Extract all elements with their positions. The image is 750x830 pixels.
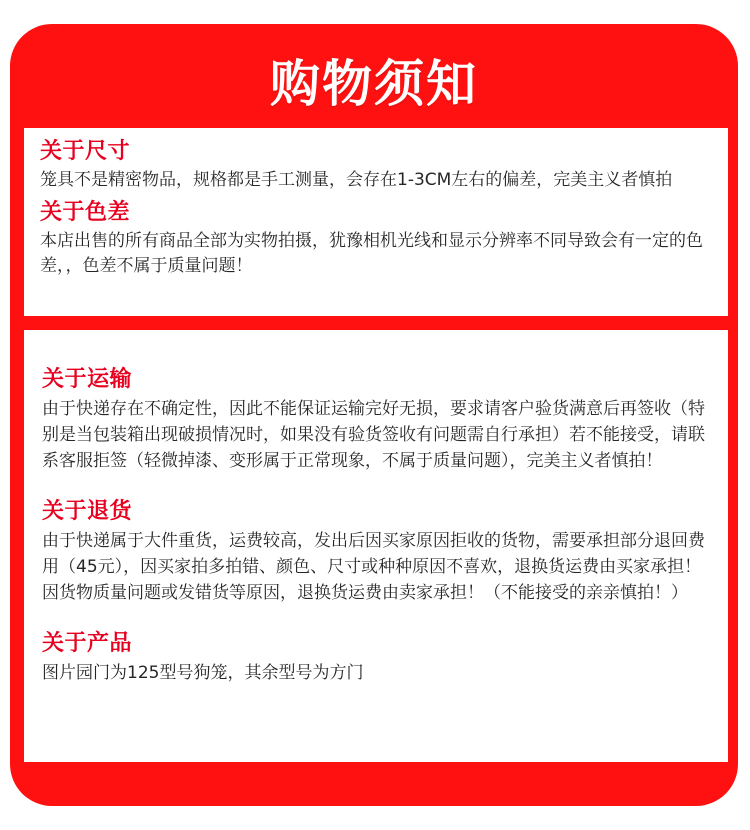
section-body-products: 图片园门为125型号狗笼，其余型号为方门: [42, 663, 364, 683]
section-heading-products: 关于产品: [42, 631, 133, 656]
section-heading-size: 关于尺寸: [40, 139, 131, 164]
shopping-notice-card: [10, 24, 738, 806]
page-title: 购物须知: [270, 55, 478, 113]
section-size: [40, 136, 716, 193]
section-products: [42, 628, 716, 686]
section-color-difference: [40, 197, 716, 279]
section-heading-shipping: 关于运输: [42, 367, 133, 392]
section-heading-returns: 关于退货: [42, 499, 133, 524]
section-body-returns: 由于快递属于大件重货，运费较高，发出后因买家原因拒收的货物，需要承担部分退回费用（45元），因买家拍多拍错、颜色、尺寸或种种原因不喜欢，退换货运费由买家承担！因货物质量问题或发错货等原因，退换货运费由卖家承担！（不能接受的亲亲慎拍！）: [42, 531, 705, 603]
section-shipping: [42, 364, 716, 474]
section-body-shipping: 由于快递存在不确定性，因此不能保证运输完好无损，要求请客户验货满意后再签收（特别是当包装箱出现破损情况时，如果没有验货签收有问题需自行承担）若不能接受，请联系客服拒签（轻微掉漆、变形属于正常现象，不属于质量问题），完美主义者慎拍！: [42, 399, 705, 471]
section-returns: [42, 496, 716, 606]
notice-panel-bottom: [24, 330, 728, 762]
notice-panel-top: [24, 128, 728, 316]
section-body-size: 笼具不是精密物品，规格都是手工测量，会存在1-3CM左右的偏差，完美主义者慎拍: [40, 170, 673, 190]
section-heading-color-difference: 关于色差: [40, 200, 131, 225]
section-body-color-difference: 本店出售的所有商品全部为实物拍摄，犹豫相机光线和显示分辨率不同导致会有一定的色差，，色差不属于质量问题！: [40, 231, 703, 276]
